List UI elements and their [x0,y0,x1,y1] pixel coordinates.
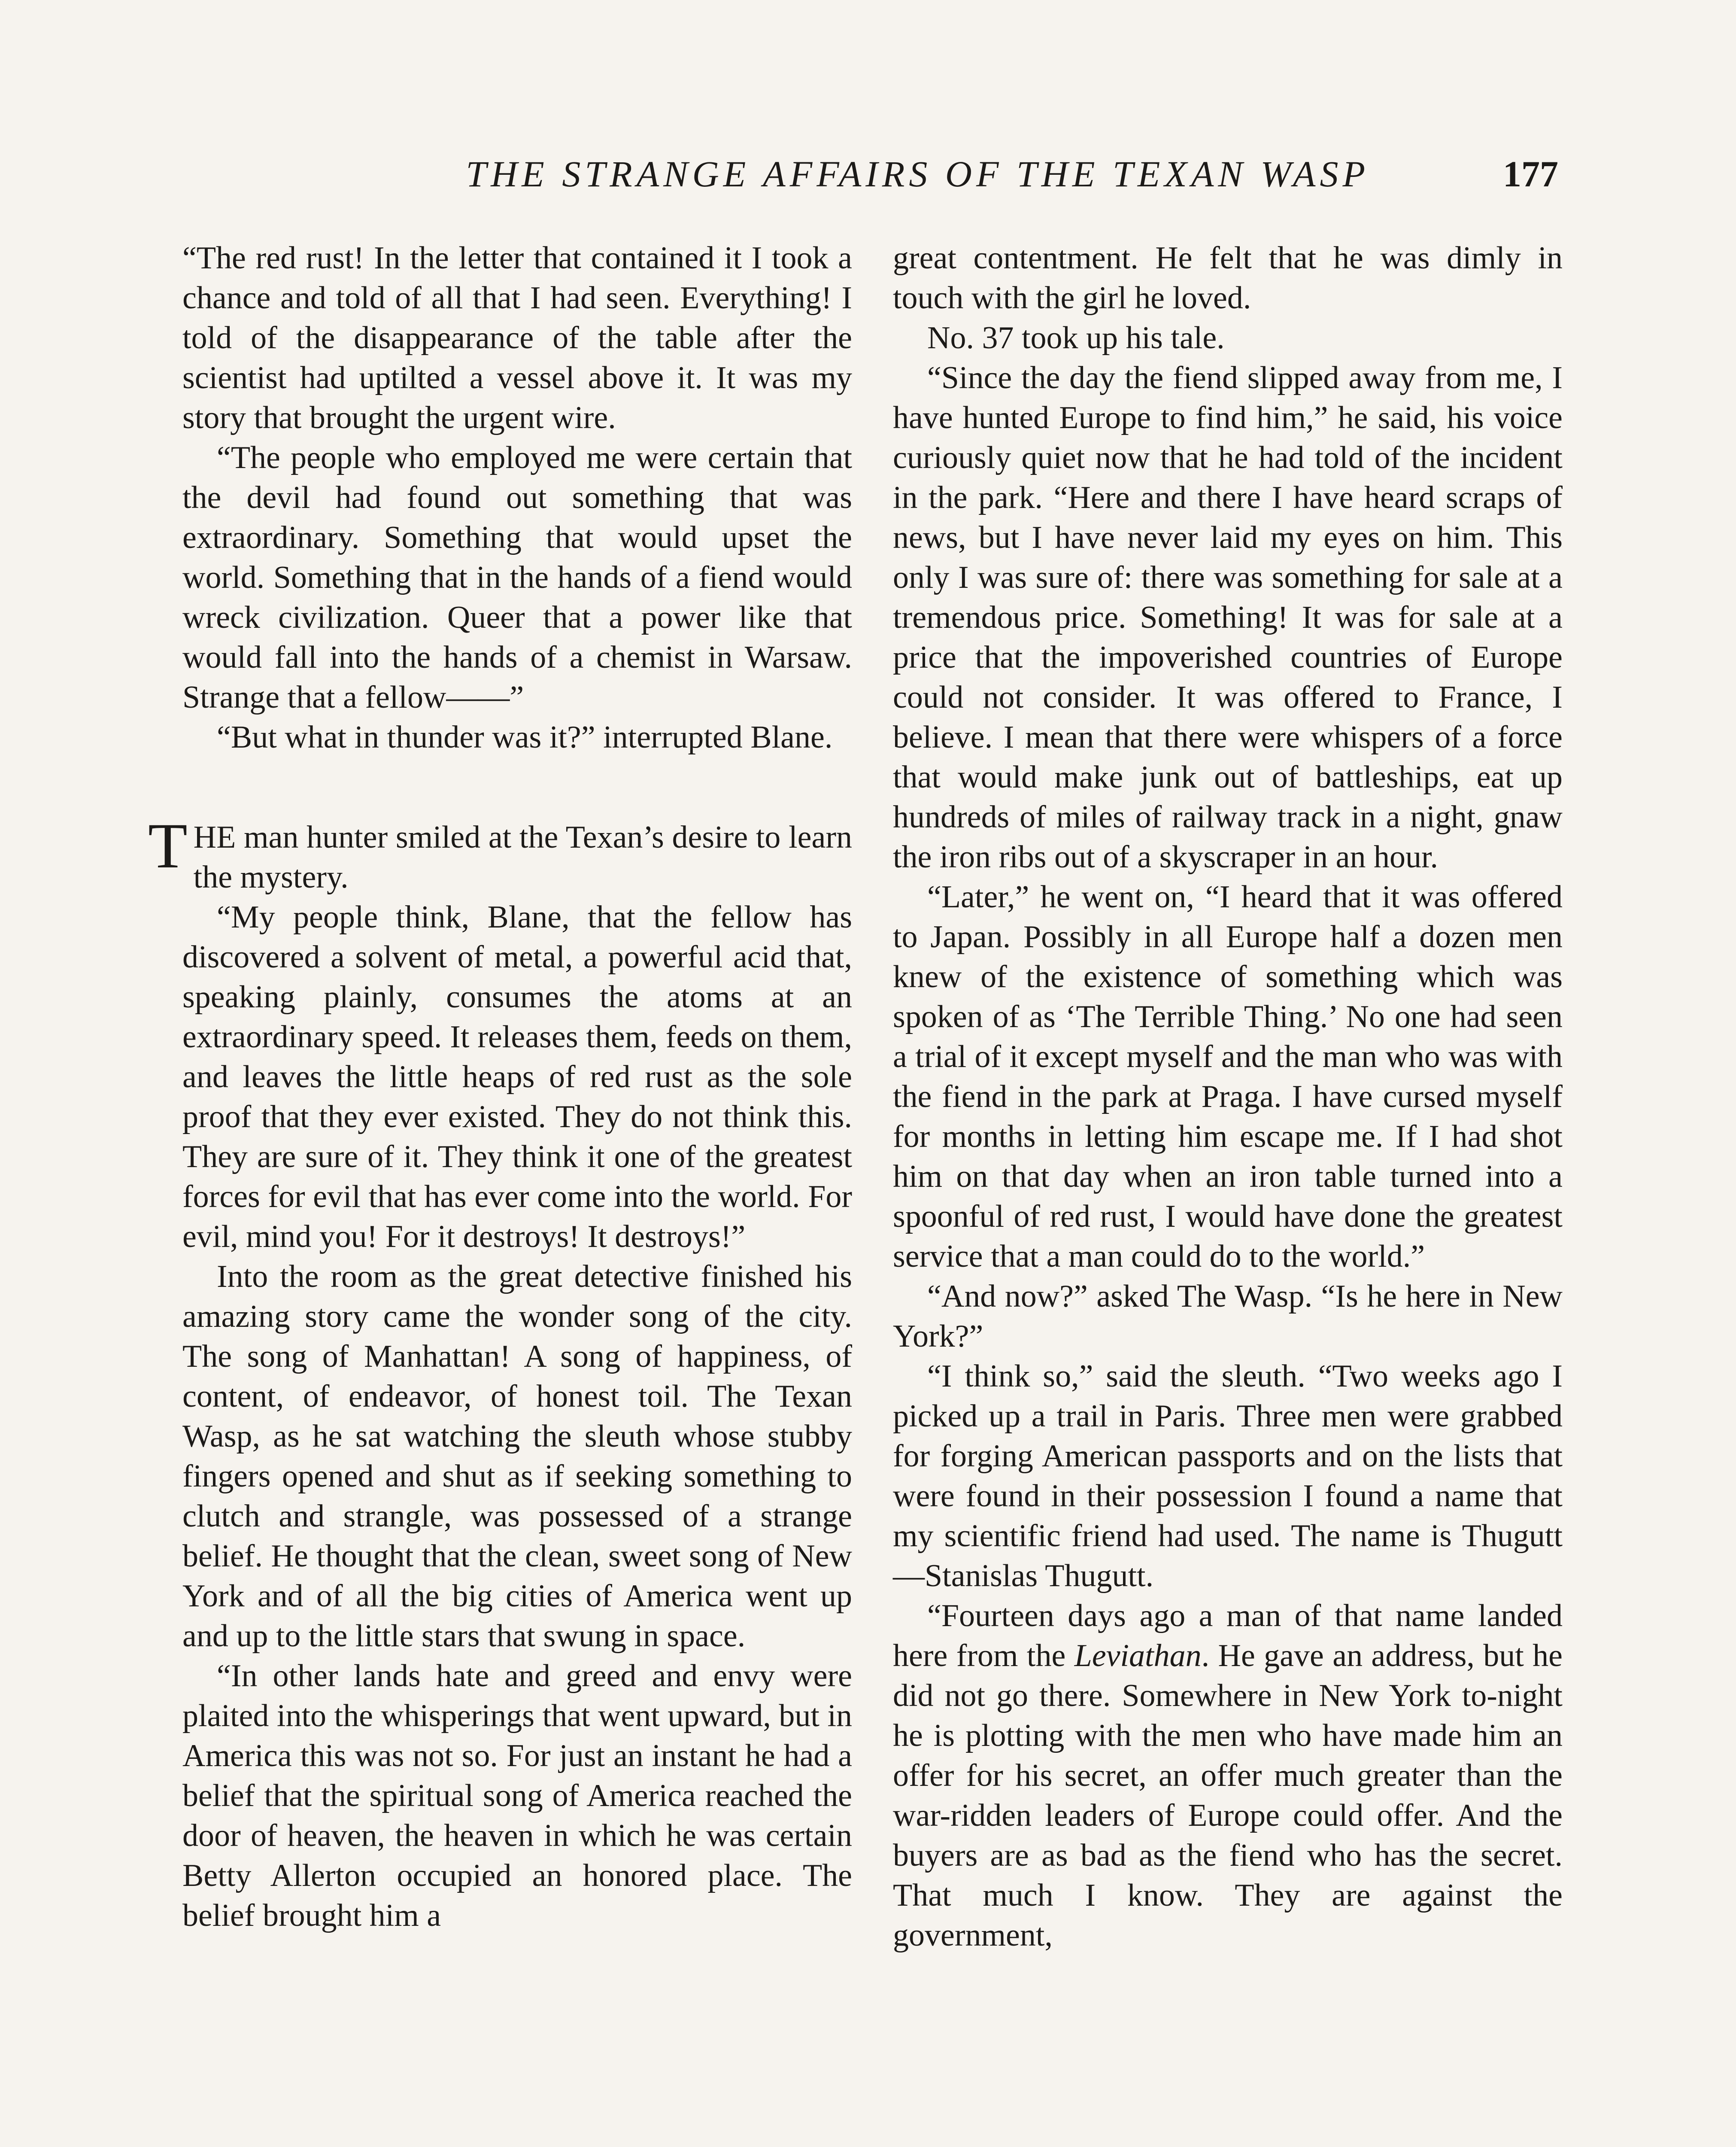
ship-name: Leviathan [1074,1638,1202,1673]
left-column [148,238,852,1936]
paragraph-text: . He gave an address, but he did not go there. Somewhere in New York to-night he is plotting with the men who have made him an offer for his secret, an offer much greater than the war-ridden leaders of Europe could offer. And the buyers are as bad as the fiend who has the secret. That much I know. They are against the government, [893,1638,1563,1953]
paragraph: great contentment. He felt that he was dimly in touch with the girl he loved. [893,240,1563,316]
paragraph: Into the room as the great detective finished his amazing story came the wonder song of the city. The song of Manhattan! A song of happiness, of content, of endeavor, of honest toil. The Texan Wasp, as he sat watching the sleuth whose stubby fingers opened and shut as if seeking something to clutch and strangle, was possessed of a strange belief. He thought that the clean, sweet song of New York and of all the big cities of America went up and up to the little stars that swung in space. [182,1259,852,1654]
right-column [893,238,1563,1955]
paragraph: “And now?” asked The Wasp. “Is he here in New York?” [893,1279,1563,1354]
paragraph: “The people who employed me were certain that the devil had found out something that was extraordinary. Something that would upset the world. Something that in the hands of a fiend would wreck civilization. Queer that a power like that would fall into the hands of a chemist in Warsaw. Strange that a fellow——” [182,440,852,715]
paragraph-text: HE man hunter smiled at the Texan’s desire to learn the mystery. [193,820,852,895]
drop-cap: T [148,810,188,882]
paragraph: “Since the day the fiend slipped away from me, I have hunted Europe to find him,” he said, his voice curiously quiet now that he had told of the incident in the park. “Here and there I have heard scraps of news, but I have never laid my eyes on him. This only I was sure of: there was something for sale at a tremendous price. Something! It was for sale at a price that the impoverished countries of Europe could not consider. It was offered to France, I believe. I mean that there were whispers of a force that would make junk out of battleships, eat up hundreds of miles of railway track in a night, gnaw the iron ribs out of a skyscraper in an hour. [893,360,1563,875]
paragraph: “Later,” he went on, “I heard that it was offered to Japan. Possibly in all Europe half a dozen men knew of the existence of something which was spoken of as ‘The Terrible Thing.’ No one had seen a trial of it except myself and the man who was with the fiend in the park at Praga. I have cursed myself for months in letting him escape me. If I had shot him on that day when an iron table turned into a spoonful of red rust, I would have done the greatest service that a man could do to the world.” [893,879,1563,1274]
paragraph: “My people think, Blane, that the fellow has discovered a solvent of metal, a powerful acid that, speaking plainly, consumes the atoms at an extraordinary speed. It releases them, feeds on them, and leaves the little heaps of red rust as the sole proof that they ever existed. They do not think this. They are sure of it. They think it one of the greatest forces for evil that has ever come into the world. For evil, mind you! For it destroys! It destroys!” [182,900,852,1254]
paragraph: “But what in thunder was it?” interrupted Blane. [217,720,833,755]
section-opening-paragraph [148,810,852,897]
paragraph: “I think so,” said the sleuth. “Two weeks ago I picked up a trail in Paris. Three men were grabbed for forging American passports and on the lists that were found in their possession I found a name that my scientific friend had used. The name is Thugutt—Stanislas Thugutt. [893,1359,1563,1594]
paragraph [893,1596,1563,1955]
running-title: THE STRANGE AFFAIRS OF THE TEXAN WASP [466,153,1369,195]
page-number: 177 [1503,153,1558,195]
running-header [185,152,1558,204]
paragraph: “The red rust! In the letter that contained it I took a chance and told of all that I had seen. Everything! I told of the disappearance of the table after the scientist had uptilted a vessel above it. It was my story that brought the urgent wire. [182,240,852,435]
paragraph-text: “Fourteen days ago a man of that name landed here from the [893,1598,1563,1673]
paragraph: “In other lands hate and greed and envy were plaited into the whisperings that went upward, but in America this was not so. For just an instant he had a belief that the spiritual song of America reached the door of heaven, the heaven in which he was certain Betty Allerton occupied an honored place. The belief brought him a [182,1658,852,1933]
paragraph: No. 37 took up his tale. [927,320,1225,356]
